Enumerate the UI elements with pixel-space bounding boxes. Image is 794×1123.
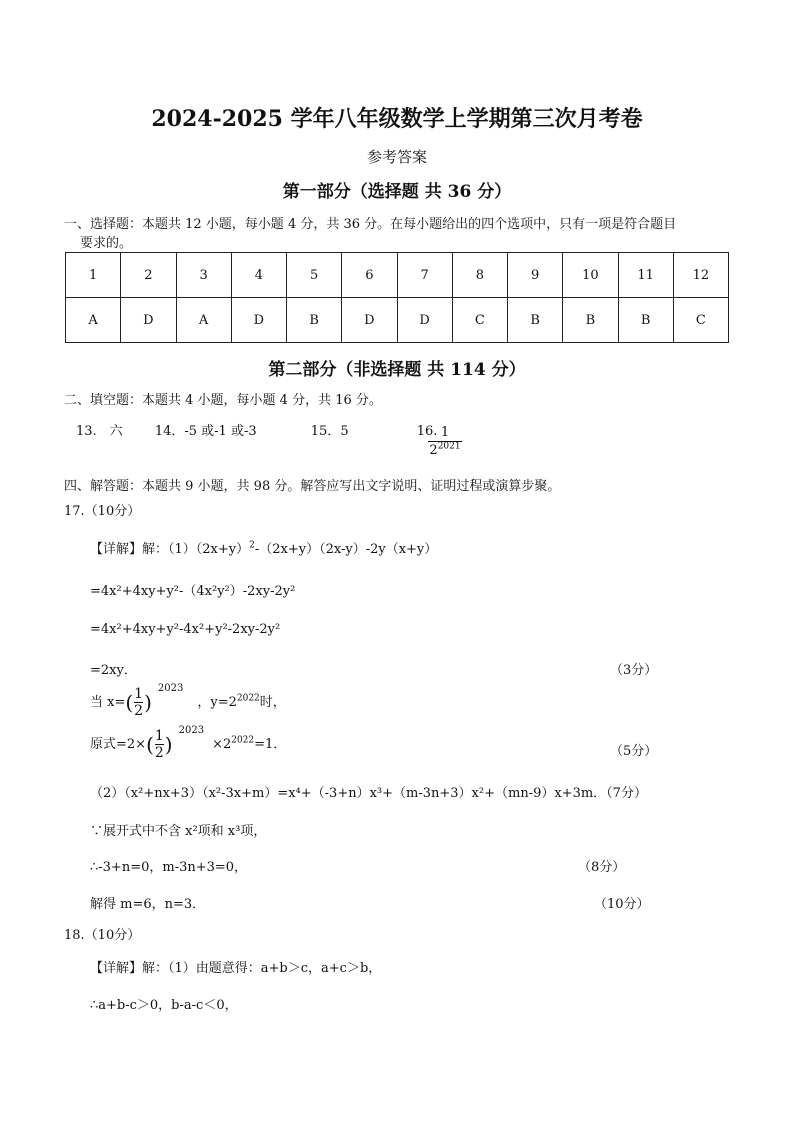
question-18-label: 18.（10分） bbox=[64, 928, 141, 943]
answer-cell: A bbox=[66, 298, 121, 343]
answer-cell: B bbox=[563, 298, 618, 343]
answer-table-number-row bbox=[66, 253, 729, 298]
q17-score-10: （10分） bbox=[594, 897, 650, 912]
question-number-cell: 2 bbox=[121, 253, 176, 298]
q17-step-3: =4x²+4xy+y²-4x²+y²-2xy-2y² bbox=[90, 622, 281, 637]
page-title: 2024-2025 学年八年级数学上学期第三次月考卷 bbox=[151, 106, 643, 132]
page-subtitle: 参考答案 bbox=[366, 148, 427, 166]
q17-when-line: 当 $x=(\frac{1}{2})^{2023}$，$y=2^{2022}$时， bbox=[90, 682, 286, 719]
question-number-cell: 7 bbox=[397, 253, 452, 298]
question-number-cell: 1 bbox=[66, 253, 121, 298]
answer-cell: D bbox=[342, 298, 397, 343]
question-number-cell: 8 bbox=[452, 253, 507, 298]
fill-section-intro: 二、填空题：本题共 4 小题，每小题 4 分，共 16 分。 bbox=[64, 393, 382, 408]
answer-cell: B bbox=[287, 298, 342, 343]
question-number-cell: 3 bbox=[176, 253, 231, 298]
solve-section-intro: 四、解答题：本题共 9 小题，共 98 分。解答应写出文字说明、证明过程或演算步聚。 bbox=[64, 479, 561, 494]
fraction-denominator: $2^{2021}$ bbox=[429, 441, 461, 458]
q17-score-5: （5分） bbox=[610, 744, 658, 759]
answer-cell: A bbox=[176, 298, 231, 343]
q17-part2-line: （2）（x²+nx+3）（x²-3x+m）=x⁴+（-3+n）x³+（m-3n+3）x²+（mn-9）x+3m．（7分） bbox=[90, 786, 647, 801]
part1-heading: 第一部分（选择题 共 36 分） bbox=[282, 182, 512, 202]
question-17-label: 17.（10分） bbox=[64, 504, 141, 519]
question-number-cell: 11 bbox=[618, 253, 673, 298]
q18-step-2: ∴a+b-c＞0，b-a-c＜0， bbox=[90, 998, 238, 1013]
question-number-cell: 5 bbox=[287, 253, 342, 298]
fill-answer-14: 14．-5 或-1 或-3 bbox=[154, 424, 257, 439]
fill-answer-16-label: 16. bbox=[416, 424, 438, 439]
answer-cell: D bbox=[397, 298, 452, 343]
part1-intro-line1: 一、选择题：本题共 12 小题，每小题 4 分，共 36 分。在每小题给出的四个选项中，只有一项是符合题目 bbox=[64, 217, 677, 232]
question-number-cell: 10 bbox=[563, 253, 618, 298]
fraction-numerator: 1 bbox=[440, 425, 450, 440]
q17-detail-line: 【详解】解：$(1)(2x+y)^2-(2x+y)(2x-y)-2y(x+y)$ bbox=[90, 540, 438, 557]
q18-detail-line: 【详解】解：（1）由题意得：a+b＞c，a+c＞b， bbox=[90, 961, 382, 976]
answer-table bbox=[65, 252, 729, 343]
answer-table-answer-row bbox=[66, 298, 729, 343]
answer-cell: D bbox=[231, 298, 286, 343]
q17-therefore-line: ∴-3+n=0，m-3n+3=0， bbox=[90, 860, 248, 875]
part2-heading: 第二部分（非选择题 共 114 分） bbox=[268, 360, 526, 380]
q17-step-2: =4x²+4xy+y²-（4x²y²）-2xy-2y² bbox=[90, 584, 296, 599]
q17-step-4: =2xy． bbox=[90, 663, 137, 678]
answer-cell: C bbox=[673, 298, 728, 343]
question-number-cell: 9 bbox=[508, 253, 563, 298]
question-number-cell: 6 bbox=[342, 253, 397, 298]
q17-score-3: （3分） bbox=[610, 663, 658, 678]
fill-answer-13: 13. 六 bbox=[76, 424, 123, 439]
q17-score-8: （8分） bbox=[578, 860, 626, 875]
fill-answer-16-fraction bbox=[428, 425, 462, 458]
q17-solve-line: 解得 m=6，n=3． bbox=[90, 897, 206, 912]
part1-intro-line2: 要求的。 bbox=[80, 236, 133, 251]
question-number-cell: 12 bbox=[673, 253, 728, 298]
fill-answer-15: 15．5 bbox=[310, 424, 349, 439]
answer-cell: D bbox=[121, 298, 176, 343]
q17-since-line: ∵展开式中不含 x²项和 x³项， bbox=[90, 824, 267, 839]
q17-original-line: 原式$=2\times(\frac{1}{2})^{2023}\times 2^{2022}=1$． bbox=[90, 724, 287, 761]
answer-cell: B bbox=[618, 298, 673, 343]
answer-cell: C bbox=[452, 298, 507, 343]
fill-answers bbox=[76, 420, 451, 439]
answer-cell: B bbox=[508, 298, 563, 343]
question-number-cell: 4 bbox=[231, 253, 286, 298]
